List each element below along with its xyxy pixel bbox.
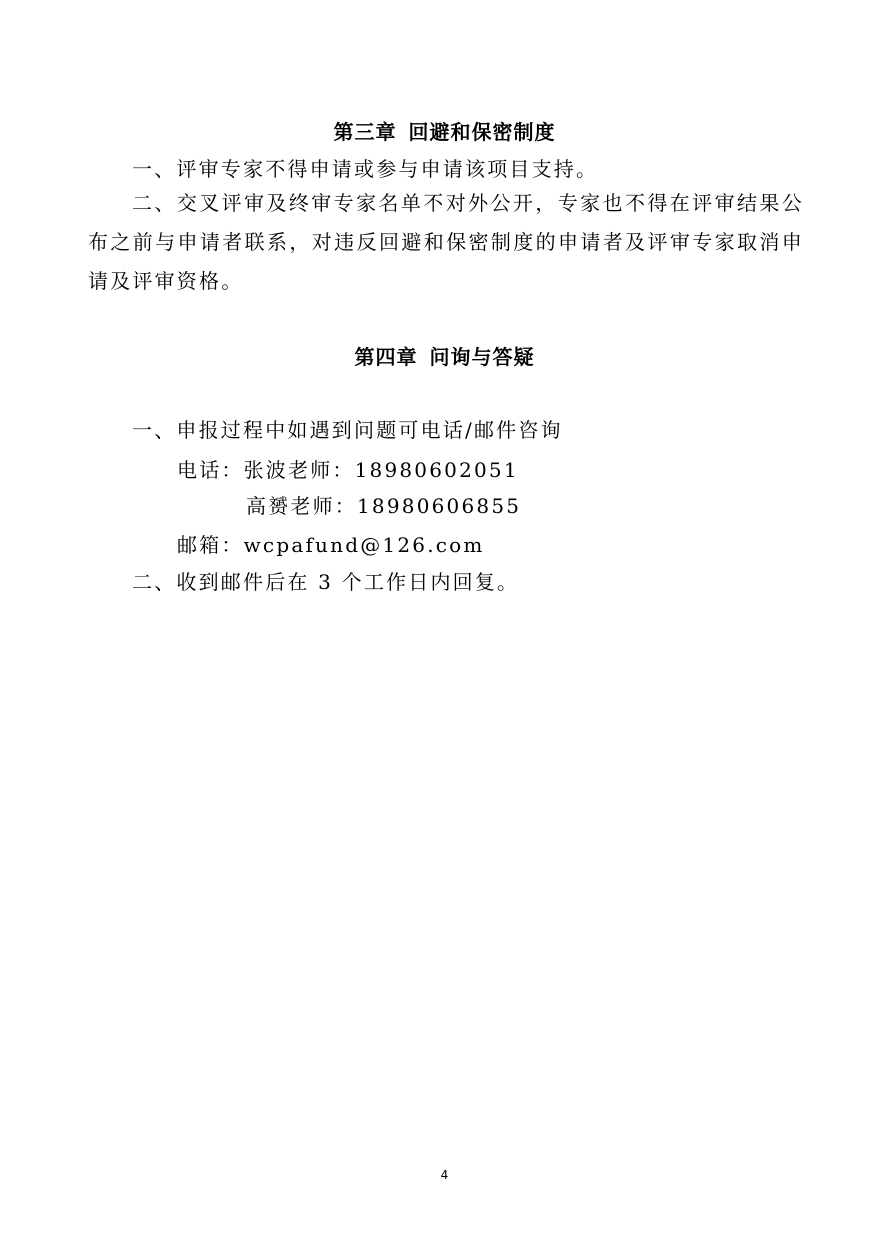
chapter3-title: 回避和保密制度: [408, 120, 556, 144]
chapter3-item-2: 二、交叉评审及终审专家名单不对外公开，专家也不得在评审结果公布之前与申请者联系，对违反回避和保密制度的申请者及评审专家取消申请及评审资格。: [88, 191, 804, 293]
email-address: wcpafund@126.com: [243, 533, 485, 557]
contact-email-line: [177, 529, 485, 558]
chapter4-title: 问询与答疑: [429, 345, 535, 369]
chapter4-item-2: 二、收到邮件后在 3 个工作日内回复。: [132, 570, 520, 594]
contact2-phone: 18980606855: [357, 494, 522, 518]
contact1-phone: 18980602051: [354, 458, 519, 482]
chapter3-number: 第三章: [333, 120, 397, 144]
contact2-name: 高赟老师：: [246, 494, 357, 518]
chapter3-item-1: 一、评审专家不得申请或参与申请该项目支持。: [132, 157, 599, 181]
contact1-name: 张波老师：: [243, 458, 355, 482]
page-number: 4: [440, 1168, 449, 1182]
email-label: 邮箱：: [177, 533, 244, 557]
contact-phone-line-1: [177, 454, 519, 483]
phone-label: 电话：: [177, 458, 244, 482]
chapter4-item-1: 一、申报过程中如遇到问题可电话/邮件咨询: [132, 418, 563, 442]
chapter3-heading: [0, 116, 889, 145]
contact-phone-line-2: [246, 490, 521, 519]
chapter4-heading: [0, 341, 889, 370]
chapter4-number: 第四章: [354, 345, 418, 369]
